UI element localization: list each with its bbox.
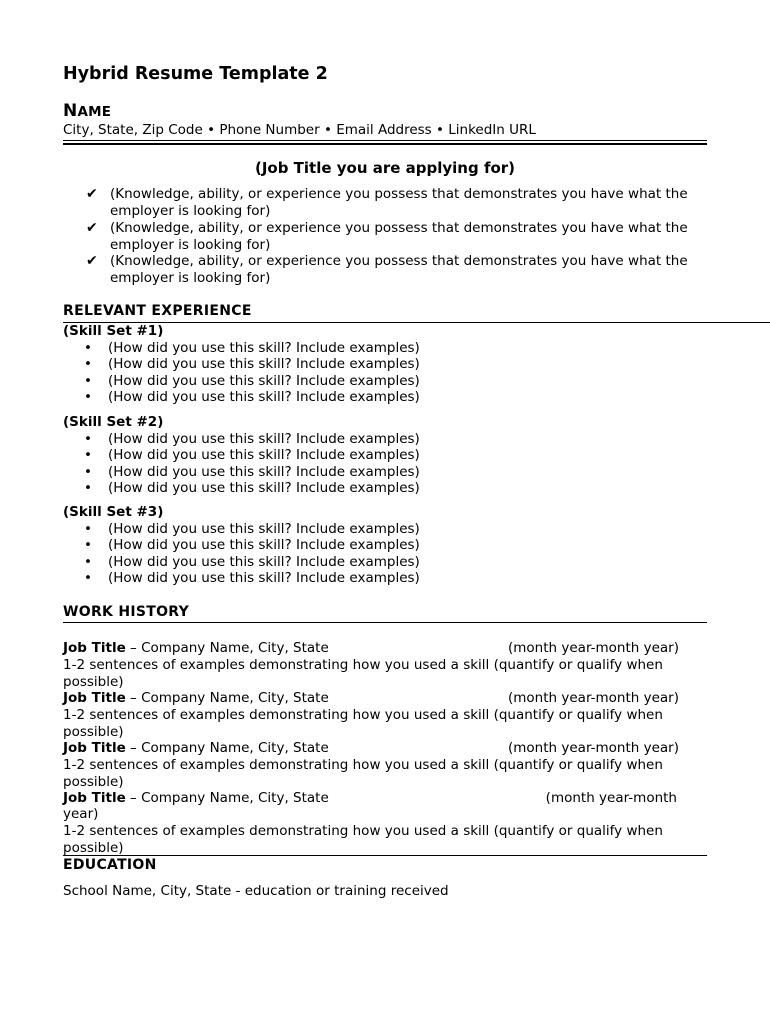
job-dates: (month year-month year) xyxy=(508,690,679,706)
job-dates-continued: year) xyxy=(63,806,99,822)
skill-set-title: (Skill Set #1) xyxy=(63,323,164,339)
job-title: Job Title xyxy=(63,740,126,756)
target-job-title: (Job Title you are applying for) xyxy=(254,159,516,177)
job-dates: (month year-month year) xyxy=(508,740,679,756)
check-icon: ✔ xyxy=(86,186,98,202)
check-icon: ✔ xyxy=(86,220,98,236)
job-description: 1-2 sentences of examples demonstrating how you used a skill (quantify or qualify when possible) xyxy=(63,823,663,856)
resume-name xyxy=(63,101,111,121)
bullet-icon: • xyxy=(84,356,92,372)
bullet-icon: • xyxy=(84,554,92,570)
job-company: – Company Name, City, State xyxy=(125,640,329,656)
job-company: – Company Name, City, State xyxy=(125,740,329,756)
bullet-icon: • xyxy=(84,570,92,586)
job-title: Job Title xyxy=(63,690,126,706)
relevant-experience-divider xyxy=(63,322,770,323)
skill-set-title: (Skill Set #3) xyxy=(63,504,164,520)
job-entry-header xyxy=(63,640,679,656)
relevant-experience-heading: RELEVANT EXPERIENCE xyxy=(63,303,252,319)
job-description: 1-2 sentences of examples demonstrating how you used a skill (quantify or qualify when possible) xyxy=(63,707,663,740)
bullet-icon: • xyxy=(84,447,92,463)
bullet-icon: • xyxy=(84,340,92,356)
qualification-text: (Knowledge, ability, or experience you possess that demonstrates you have what the employer is looking for) xyxy=(110,220,688,253)
contact-line: City, State, Zip Code • Phone Number • Email Address • LinkedIn URL xyxy=(63,122,536,138)
qualification-text: (Knowledge, ability, or experience you possess that demonstrates you have what the employer is looking for) xyxy=(110,253,688,286)
name-first-letter: N xyxy=(63,101,78,121)
skill-set-title: (Skill Set #2) xyxy=(63,414,164,430)
job-dates: (month year-month year) xyxy=(508,640,679,656)
bullet-icon: • xyxy=(84,431,92,447)
job-description: 1-2 sentences of examples demonstrating how you used a skill (quantify or qualify when possible) xyxy=(63,757,663,790)
job-dates: (month year-month xyxy=(545,790,677,806)
bullet-icon: • xyxy=(84,537,92,553)
education-entry: School Name, City, State - education or training received xyxy=(63,883,449,899)
work-history-heading: WORK HISTORY xyxy=(63,604,190,620)
header-divider xyxy=(63,140,707,145)
job-entry-header xyxy=(63,740,679,756)
check-icon: ✔ xyxy=(86,253,98,269)
bullet-icon: • xyxy=(84,373,92,389)
education-divider xyxy=(63,855,707,856)
document-title: Hybrid Resume Template 2 xyxy=(63,64,328,84)
job-company: – Company Name, City, State xyxy=(125,790,329,806)
bullet-icon: • xyxy=(84,389,92,405)
bullet-icon: • xyxy=(84,464,92,480)
job-description: 1-2 sentences of examples demonstrating how you used a skill (quantify or qualify when possible) xyxy=(63,657,663,690)
work-history-divider xyxy=(63,622,707,623)
job-entry-header xyxy=(63,790,679,806)
qualification-text: (Knowledge, ability, or experience you possess that demonstrates you have what the employer is looking for) xyxy=(110,186,688,219)
education-heading: EDUCATION xyxy=(63,857,157,873)
bullet-icon: • xyxy=(84,521,92,537)
job-company: – Company Name, City, State xyxy=(125,690,329,706)
bullet-icon: • xyxy=(84,480,92,496)
name-rest: AME xyxy=(77,104,112,120)
job-title: Job Title xyxy=(63,790,126,806)
job-entry-header xyxy=(63,690,679,706)
job-title: Job Title xyxy=(63,640,126,656)
